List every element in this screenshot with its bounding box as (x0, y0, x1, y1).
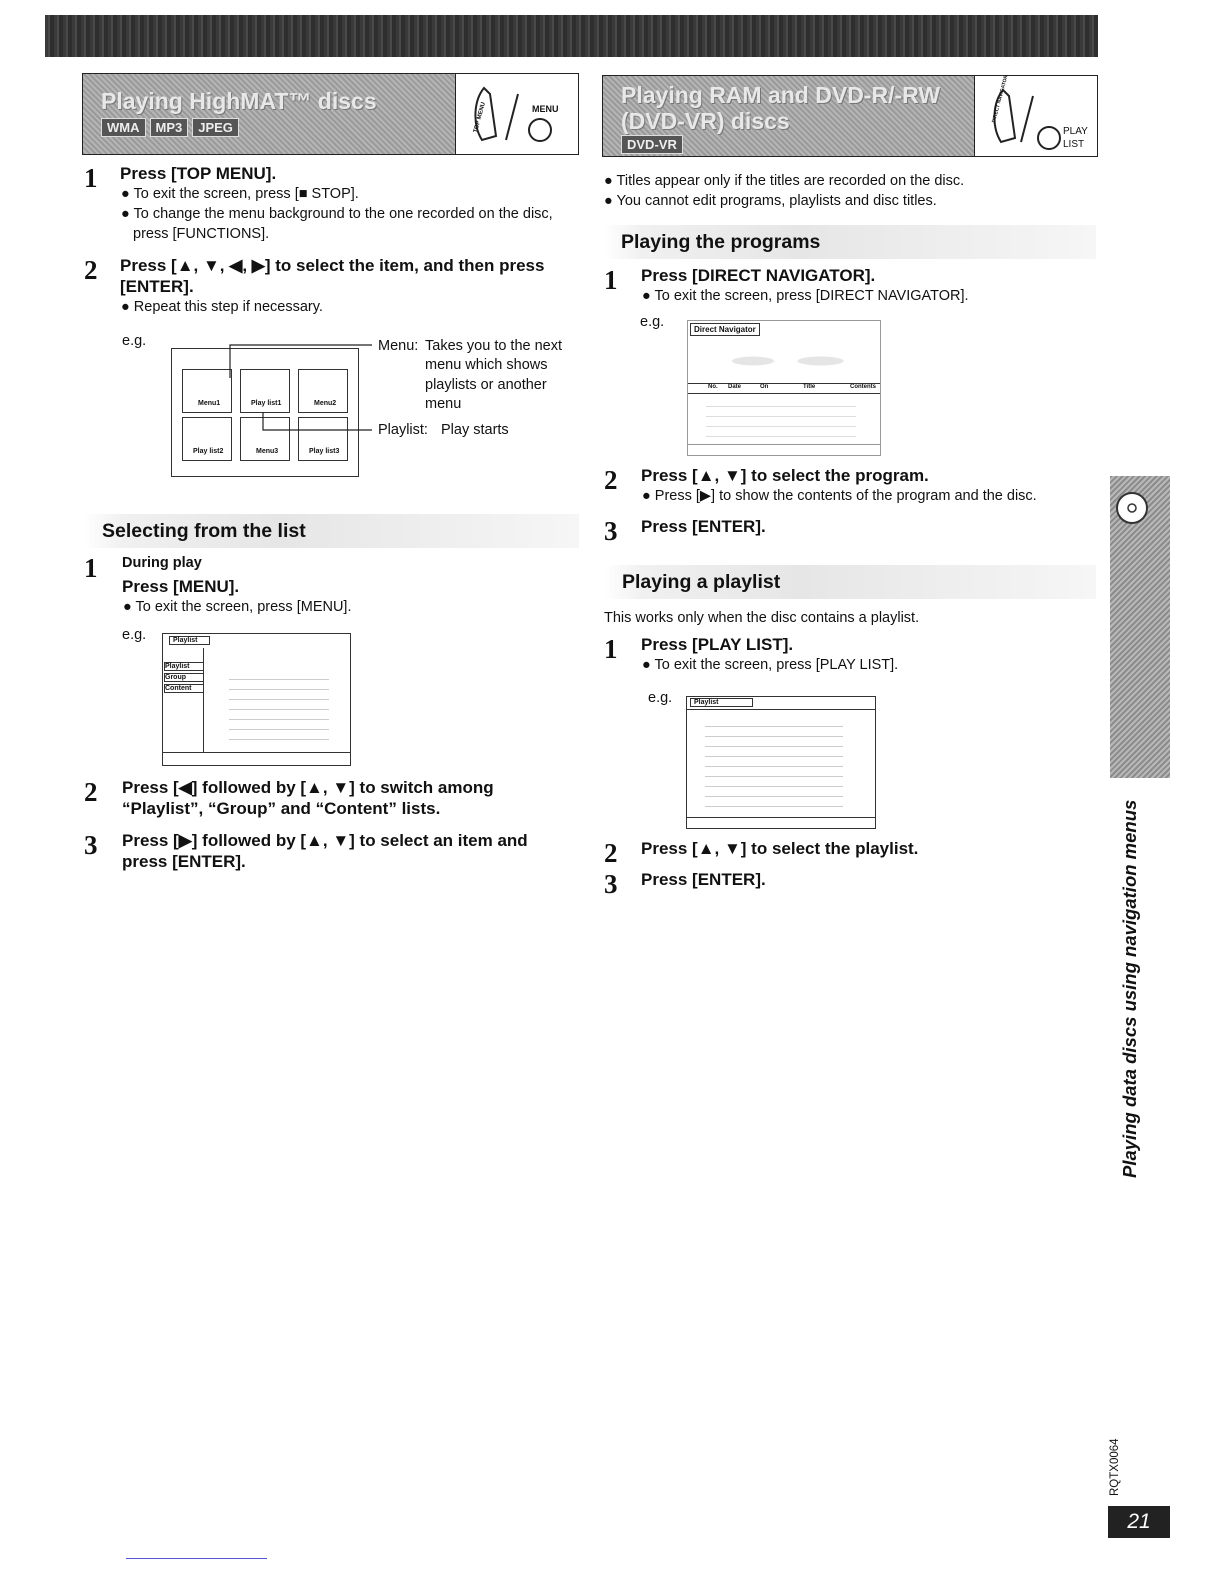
step-note: ● Repeat this step if necessary. (121, 299, 323, 315)
model-code: RQTX0064 (1109, 1438, 1121, 1496)
example-label: e.g. (122, 627, 147, 643)
step-note: ● To change the menu background to the one recorded on the disc, (121, 206, 553, 222)
intro-note: ● You cannot edit programs, playlists and disc titles. (604, 193, 937, 209)
top-menu-icon-label: TOP MENU (473, 101, 487, 134)
step-note: ● To exit the screen, press [PLAY LIST]. (642, 657, 899, 673)
playlist-screen-example (686, 696, 876, 829)
tag-dvd-vr: DVD-VR (621, 135, 683, 154)
step-number: 1 (84, 553, 98, 583)
step-note: ● Press [▶] to show the contents of the program and the disc. (642, 488, 1037, 504)
step-note: ● To exit the screen, press [■ STOP]. (121, 186, 359, 202)
menu-icon-label: MENU (532, 104, 559, 114)
ram-dvd-header (602, 75, 1098, 157)
menu-playlist: Playlist (164, 662, 204, 671)
section-heading: Playing the programs (621, 231, 821, 253)
step-number: 1 (604, 265, 618, 295)
callout-menu-line: playlists or another (425, 377, 547, 393)
menu-content: Content (164, 684, 204, 693)
play-list-icon-label-2: LIST (1063, 139, 1085, 150)
step-title: Press [ENTER]. (641, 517, 766, 536)
step-number: 3 (604, 869, 618, 899)
step-number: 2 (84, 255, 98, 285)
page-number: 21 (1108, 1506, 1170, 1538)
step-number: 1 (84, 163, 98, 193)
cell-label: Play list3 (309, 448, 340, 455)
column-header: On (760, 384, 769, 390)
program-rows (706, 397, 856, 439)
playlist-rows (705, 717, 843, 807)
format-tags (621, 135, 687, 154)
cell-label: Menu2 (314, 400, 337, 407)
column-header-row (688, 383, 880, 394)
ram-title-line1: Playing RAM and DVD-R/-RW (621, 82, 941, 108)
ram-title-line2: (DVD-VR) discs (621, 108, 790, 134)
cell-label: Play list2 (193, 448, 224, 455)
column-header: Date (728, 384, 742, 390)
section-heading-bar (84, 514, 579, 548)
side-tab (1110, 476, 1170, 778)
direct-navigator-icon-label: DIRECT NAVIGATOR (991, 74, 1010, 124)
callout-menu-line: menu (425, 396, 462, 412)
screen-title: Playlist (169, 636, 210, 645)
screen-list-rows (229, 670, 329, 740)
cell-label: Menu1 (198, 400, 221, 407)
step-title: Press [▲, ▼, ◀, ▶] to select the item, and then press [ENTER]. (120, 256, 545, 296)
section-heading: Playing a playlist (622, 571, 781, 593)
screen-title: Direct Navigator (690, 323, 760, 336)
section-heading: Selecting from the list (102, 520, 306, 542)
section-heading-bar (603, 225, 1096, 259)
callout-menu-line: menu which shows (425, 357, 548, 373)
step-note: ● To exit the screen, press [MENU]. (123, 599, 352, 615)
step-title: Press [MENU]. (122, 577, 240, 596)
step-title: Press [DIRECT NAVIGATOR]. (641, 266, 876, 285)
step-number: 3 (84, 830, 98, 860)
callout-playlist-label: Playlist: (378, 422, 428, 438)
disc-thumbnails (708, 339, 858, 383)
example-label: e.g. (648, 690, 673, 706)
example-label: e.g. (122, 333, 147, 349)
step-title: Press [▲, ▼] to select the program. (641, 466, 929, 485)
step-number: 2 (604, 838, 618, 868)
callout-playlist-text: Play starts (441, 422, 509, 438)
step-title: Press [TOP MENU]. (120, 164, 277, 183)
side-tab-text: Playing data discs using navigation menus (1119, 799, 1140, 1178)
divider (687, 709, 875, 710)
direct-navigator-screen-example (687, 320, 881, 456)
footer-underline (126, 1558, 267, 1559)
screen-footer (687, 817, 875, 828)
step-number: 1 (604, 634, 618, 664)
tag-mp3: MP3 (150, 118, 189, 137)
step-pre: During play (122, 555, 202, 571)
step-title: Press [▲, ▼] to select the playlist. (641, 839, 919, 858)
step-number: 3 (604, 516, 618, 546)
step-note: ● To exit the screen, press [DIRECT NAVIGATOR]. (642, 288, 969, 304)
play-list-icon-label-1: PLAY (1063, 126, 1088, 137)
step-title: Press [PLAY LIST]. (641, 635, 794, 654)
highmat-title: Playing HighMAT™ discs (101, 88, 377, 114)
callout-menu-label: Menu: (378, 338, 419, 354)
step-title: Press [◀] followed by [▲, ▼] to switch among “Playlist”, “Group” and “Content” lists. (122, 778, 494, 818)
intro-text: This works only when the disc contains a playlist. (604, 610, 920, 626)
step-title: Press [▶] followed by [▲, ▼] to select an item and press [ENTER]. (122, 831, 528, 871)
column-header: No. (708, 384, 718, 390)
menu-group: Group (164, 673, 204, 682)
column-header: Title (803, 384, 816, 390)
tag-wma: WMA (101, 118, 146, 137)
intro-note: ● Titles appear only if the titles are recorded on the disc. (604, 173, 965, 189)
callout-menu-line: Takes you to the next (425, 338, 563, 354)
step-number: 2 (84, 777, 98, 807)
cell-label: Menu3 (256, 448, 279, 455)
screen-footer (163, 752, 350, 765)
cell-label: Play list1 (251, 400, 282, 407)
tag-jpeg: JPEG (192, 118, 239, 137)
disc-icon (1110, 476, 1170, 546)
step-note: press [FUNCTIONS]. (133, 226, 270, 242)
screen-title: Playlist (690, 698, 753, 707)
section-heading-bar (604, 565, 1096, 599)
column-header: Contents (850, 384, 876, 390)
playlist-screen-example (162, 633, 351, 766)
step-title: Press [ENTER]. (641, 870, 766, 889)
example-label: e.g. (640, 314, 665, 330)
screen-footer (688, 444, 880, 455)
step-number: 2 (604, 465, 618, 495)
remote-button-icon-box (974, 76, 1097, 156)
